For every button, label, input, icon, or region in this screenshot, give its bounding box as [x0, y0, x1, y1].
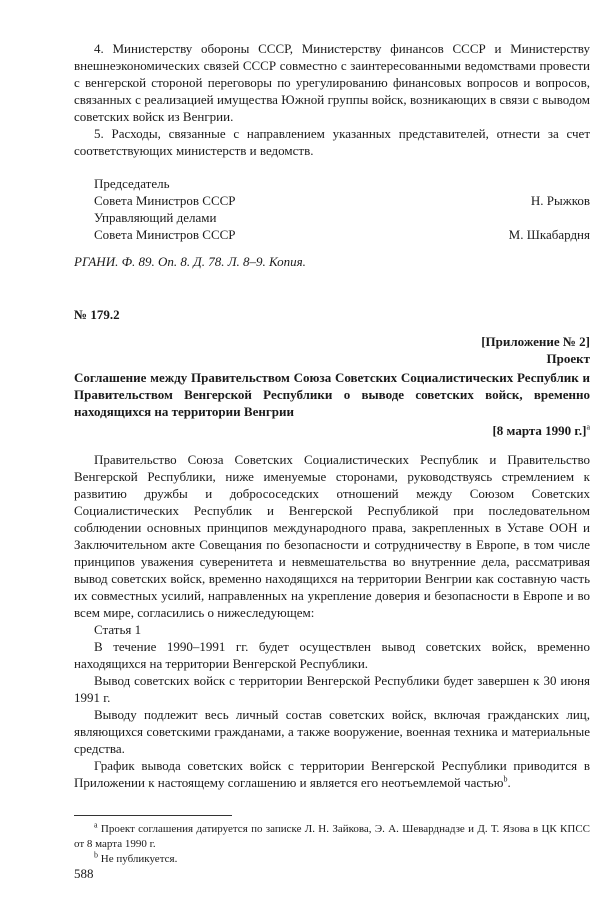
article-1-paragraph-4-text: График вывода советских войск с территории Венгерской Республики приводится в Приложении к настоящему соглашению и является его неотъемлемой частью [74, 758, 590, 790]
article-1-paragraph-1: В течение 1990–1991 гг. будет осуществлен вывод советских войск, временно находящихся на территории Венгерской Республики. [74, 639, 590, 671]
item-5-paragraph: 5. Расходы, связанные с направлением указанных представителей, отнести за счет соответствующих министерств и ведомств. [74, 126, 590, 158]
signature-title-2: Управляющий делами [94, 210, 217, 225]
footnote-ref-b: b [503, 774, 508, 784]
footnote-b-text: Не публикуется. [100, 853, 178, 865]
appendix-label: [Приложение № 2] [481, 334, 590, 349]
footnote-a-text: Проект соглашения датируется по записке Л. Н. Зайкова, Э. А. Шеварднадзе и Д. Т. Язова в ЦК КПСС от 8 марта 1990 г. [74, 823, 591, 850]
signature-org-1: Совета Министров СССР [94, 193, 236, 208]
article-1-paragraph-3: Выводу подлежит весь личный состав советских войск, включая гражданских лиц, являющихся советскими гражданами, а также вооружение, военная техника и материальные средства. [74, 707, 590, 756]
document-date-text: [8 марта 1990 г.] [492, 423, 587, 438]
signature-org-2: Совета Министров СССР [94, 227, 236, 242]
preamble-paragraph: Правительство Союза Советских Социалистических Республик и Правительство Венгерской Республики, ниже именуемые сторонами, руководствуясь стремлением к развитию дружбы и добрососедских отношений между Союзом Советских Социалистических Республик и Венгерской Республикой при последовательном соблюдении основных принципов международного права, закрепленных в Уставе ООН и Заключительном акте Совещания по безопасности и сотрудничеству в Европе, в том числе принципов уважения суверенитета и невмешательства во внутренние дела, рассматривая вывод советских войск, временно находящихся на территории Венгрии как составную часть их совместных усилий, направленных на укрепление доверия и безопасности в Европе и во всем мире, согласились о нижеследующем: [74, 452, 590, 620]
footnote-b [74, 852, 590, 867]
article-1-paragraph-2: Вывод советских войск с территории Венгерской Республики будет завершен к 30 июня 1991 г. [74, 673, 590, 705]
signature-name-ryzhkov: Н. Рыжков [530, 193, 590, 208]
footnote-ref-a: a [586, 422, 590, 432]
footnote-b-mark: b [94, 850, 98, 860]
article-1-heading: Статья 1 [94, 622, 142, 637]
draft-label: Проект [546, 351, 590, 366]
signature-block [94, 175, 590, 243]
page-number: 588 [74, 866, 94, 881]
archive-source: РГАНИ. Ф. 89. Оп. 8. Д. 78. Л. 8–9. Копия. [74, 254, 306, 269]
article-1-paragraph-4: График вывода советских войск с территории Венгерской Республики приводится в Приложении к настоящему соглашению и является его неотъемлемой частью$^b$. [74, 758, 590, 790]
item-4-paragraph: 4. Министерству обороны СССР, Министерству финансов СССР и Министерству внешнеэкономических связей СССР совместно с заинтересованными ведомствами провести с венгерской стороной переговоры по урегулированию финансовых вопросов и вопросов, связанных с реализацией имущества Южной группы войск, возникающих в связи с выводом советских войск из Венгрии. [74, 41, 590, 124]
footnote-a-mark: a [94, 820, 98, 830]
document-number: № 179.2 [74, 307, 120, 322]
document-date [74, 422, 590, 439]
signature-title-1: Председатель [94, 176, 170, 191]
footnote-divider [74, 815, 232, 816]
document-page [74, 40, 590, 867]
agreement-title: Соглашение между Правительством Союза Советских Социалистических Республик и Правительством Венгерской Республики о выводе советских войск, временно находящихся на территории Венгрии [74, 370, 590, 419]
footnote-a [74, 822, 590, 852]
signature-name-shkabardnya: М. Шкабардня [508, 227, 590, 242]
